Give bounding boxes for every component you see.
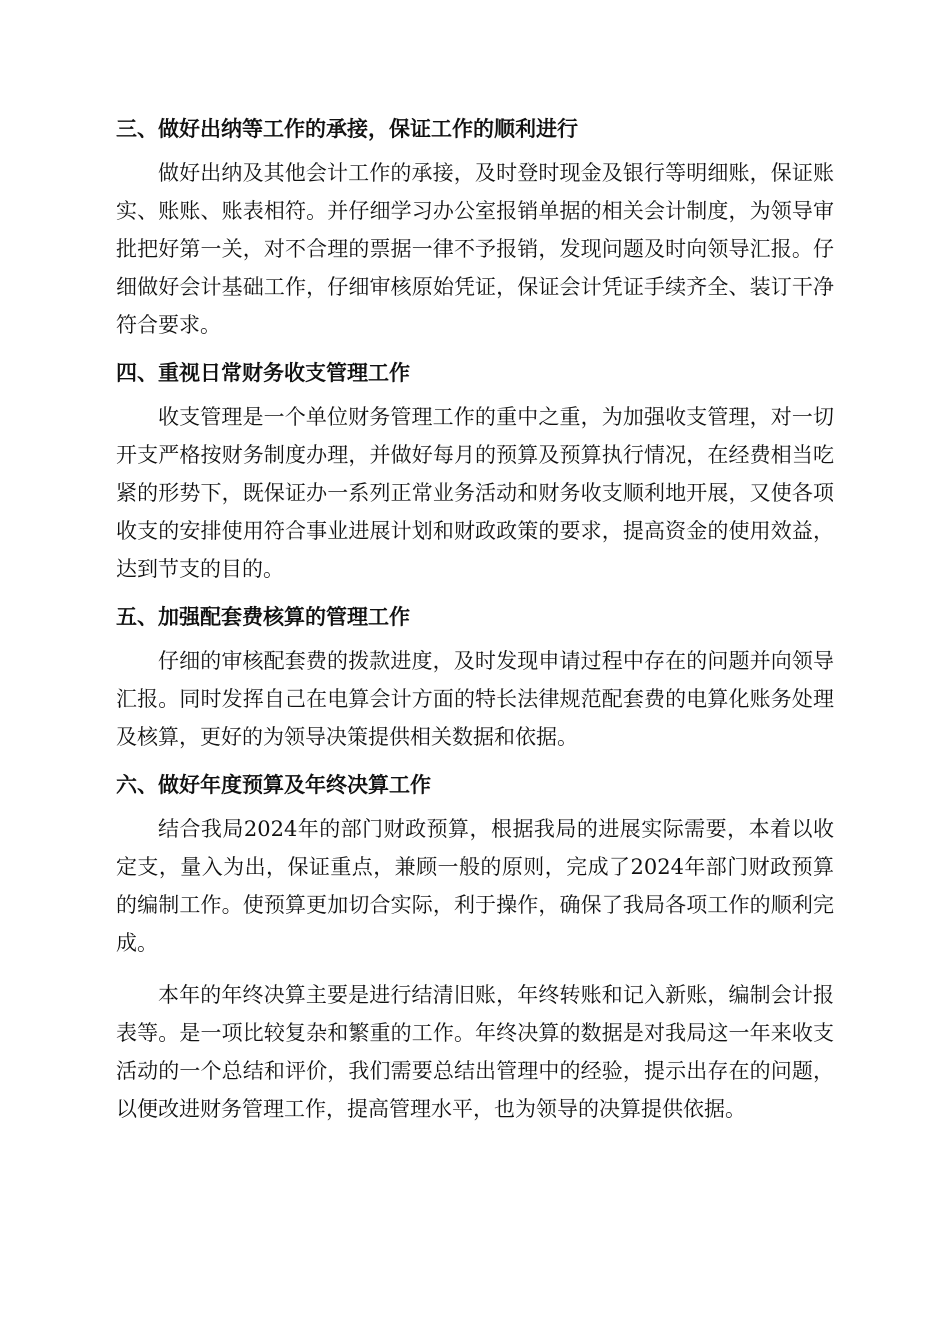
section-paragraph: 做好出纳及其他会计工作的承接，及时登时现金及银行等明细账，保证账实、账账、账表相符。并仔细学习办公室报销单据的相关会计制度，为领导审批把好第一关，对不合理的票据一律不予报销，发现问题及时向领导汇报。仔细做好会计基础工作，仔细审核原始凭证，保证会计凭证手续齐全、装订干净符合要求。 [116, 161, 834, 337]
section-paragraph: 结合我局2024年的部门财政预算，根据我局的进展实际需要，本着以收定支，量入为出，保证重点，兼顾一般的原则，完成了2024年部门财政预算的编制工作。使预算更加切合实际，利于操作，确保了我局各项工作的顺利完成。 [116, 817, 834, 955]
section-paragraph: 仔细的审核配套费的拨款进度，及时发现申请过程中存在的问题并向领导汇报。同时发挥自己在电算会计方面的特长法律规范配套费的电算化账务处理及核算，更好的为领导决策提供相关数据和依据。 [116, 649, 834, 749]
section-3 [116, 108, 834, 344]
section-paragraph: 收支管理是一个单位财务管理工作的重中之重，为加强收支管理，对一切开支严格按财务制度办理，并做好每月的预算及预算执行情况，在经费相当吃紧的形势下，既保证办一系列正常业务活动和财务收支顺利地开展，又使各项收支的安排使用符合事业进展计划和财政政策的要求，提高资金的使用效益，达到节支的目的。 [116, 405, 834, 581]
section-6 [116, 764, 834, 1128]
section-heading: 五、加强配套费核算的管理工作 [116, 605, 410, 629]
section-heading: 四、重视日常财务收支管理工作 [116, 361, 410, 385]
section-5 [116, 596, 834, 756]
document-page [116, 108, 834, 1136]
section-paragraph: 本年的年终决算主要是进行结清旧账，年终转账和记入新账，编制会计报表等。是一项比较复杂和繁重的工作。年终决算的数据是对我局这一年来收支活动的一个总结和评价，我们需要总结出管理中的经验，提示出存在的问题，以便改进财务管理工作，提高管理水平，也为领导的决算提供依据。 [116, 983, 834, 1121]
section-4 [116, 352, 834, 588]
section-heading: 三、做好出纳等工作的承接，保证工作的顺利进行 [116, 117, 578, 141]
section-heading: 六、做好年度预算及年终决算工作 [116, 773, 431, 797]
